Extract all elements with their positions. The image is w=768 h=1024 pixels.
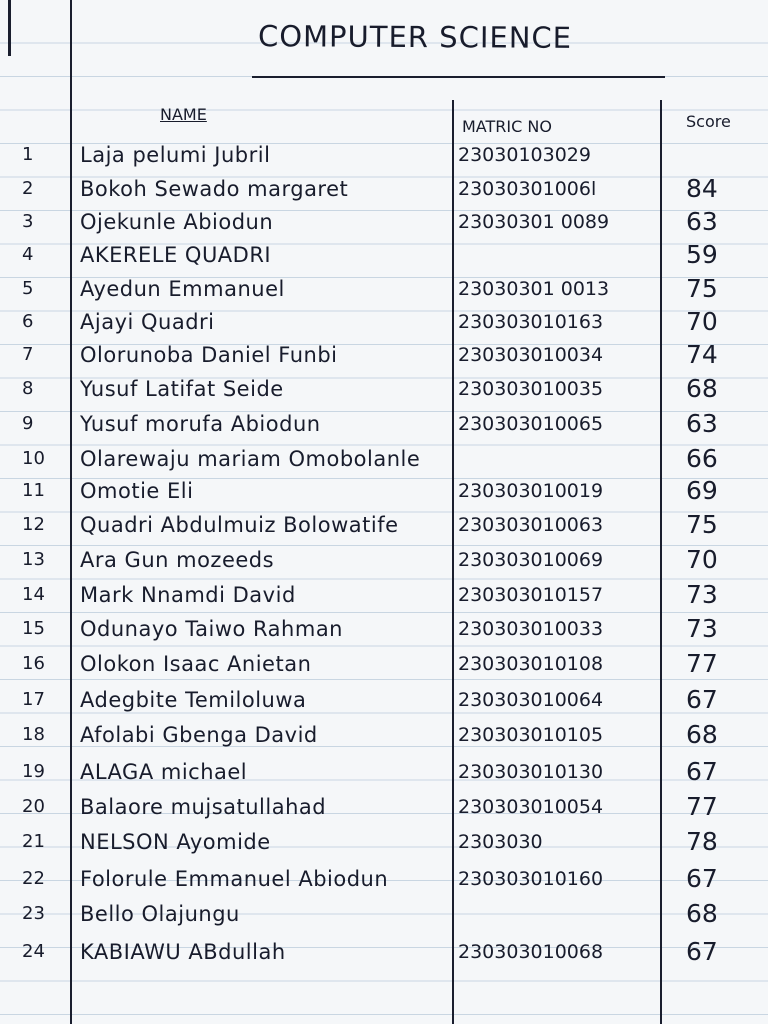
matric-number: 230303010068 (458, 941, 604, 963)
student-name: Adegbite Temiloluwa (80, 688, 307, 712)
table-row (0, 897, 768, 931)
student-name: Yusuf morufa Abiodun (80, 412, 321, 436)
matric-number: 230303010035 (458, 378, 604, 400)
table-row (0, 862, 768, 896)
matric-number: 230303010065 (458, 413, 604, 435)
student-score: 70 (686, 307, 718, 336)
row-number: 20 (22, 796, 45, 817)
student-score: 63 (686, 207, 718, 236)
row-number: 8 (22, 378, 34, 399)
student-name: Quadri Abdulmuiz Bolowatife (80, 513, 399, 537)
student-name: Mark Nnamdi David (80, 583, 296, 607)
student-name: Ojekunle Abiodun (80, 210, 274, 234)
table-row (0, 338, 768, 372)
student-name: Balaore mujsatullahad (80, 795, 327, 819)
student-score: 78 (686, 827, 718, 856)
table-row (0, 508, 768, 542)
student-name: KABIAWU ABdullah (80, 940, 286, 964)
student-name: Laja pelumi Jubril (80, 143, 271, 167)
row-number: 3 (22, 211, 34, 232)
matric-number: 230303010019 (458, 480, 604, 502)
student-score: 84 (686, 174, 718, 203)
matric-number: 230303010163 (458, 311, 604, 333)
matric-number: 230303010064 (458, 689, 604, 711)
matric-number: 230303010033 (458, 618, 604, 640)
table-row (0, 407, 768, 441)
matric-number: 23030103029 (458, 144, 591, 166)
matric-number: 23030301 0089 (458, 211, 610, 233)
student-score: 67 (686, 864, 718, 893)
row-number: 1 (22, 144, 34, 165)
table-row (0, 305, 768, 339)
row-number: 24 (22, 941, 45, 962)
table-row (0, 647, 768, 681)
student-score: 73 (686, 580, 718, 609)
student-score: 66 (686, 444, 718, 473)
student-score: 68 (686, 899, 718, 928)
student-score: 67 (686, 685, 718, 714)
student-score: 77 (686, 792, 718, 821)
student-name: Olarewaju mariam Omobolanle (80, 447, 421, 471)
row-number: 22 (22, 868, 45, 889)
matric-number: 23030301006l (458, 178, 597, 200)
student-score: 59 (686, 240, 718, 269)
student-score: 70 (686, 545, 718, 574)
matric-column-header: MATRIC NO (462, 117, 552, 136)
student-score: 75 (686, 510, 718, 539)
row-number: 9 (22, 413, 34, 434)
row-number: 18 (22, 724, 45, 745)
student-name: Ajayi Quadri (80, 310, 215, 334)
student-name: Folorule Emmanuel Abiodun (80, 867, 389, 891)
student-name: ALAGA michael (80, 760, 248, 784)
matric-number: 230303010157 (458, 584, 604, 606)
student-score: 73 (686, 614, 718, 643)
row-number: 2 (22, 178, 34, 199)
row-number: 5 (22, 278, 34, 299)
table-row (0, 718, 768, 752)
row-number: 17 (22, 689, 45, 710)
row-number: 16 (22, 653, 45, 674)
student-score: 67 (686, 757, 718, 786)
student-name: Afolabi Gbenga David (80, 723, 318, 747)
table-row (0, 825, 768, 859)
table-row (0, 138, 768, 172)
table-row (0, 755, 768, 789)
student-name: Bokoh Sewado margaret (80, 177, 349, 201)
student-score: 68 (686, 720, 718, 749)
matric-number: 230303010054 (458, 796, 604, 818)
student-name: Bello Olajungu (80, 902, 240, 926)
table-row (0, 172, 768, 206)
table-row (0, 238, 768, 272)
row-number: 13 (22, 549, 45, 570)
matric-number: 230303010034 (458, 344, 604, 366)
matric-number: 230303010108 (458, 653, 604, 675)
student-name: Omotie Eli (80, 479, 194, 503)
student-score: 68 (686, 374, 718, 403)
student-name: Yusuf Latifat Seide (80, 377, 284, 401)
student-score: 77 (686, 649, 718, 678)
matric-number: 230303010069 (458, 549, 604, 571)
student-score: 75 (686, 274, 718, 303)
table-row (0, 272, 768, 306)
student-score: 74 (686, 340, 718, 369)
row-number: 10 (22, 448, 45, 469)
table-row (0, 205, 768, 239)
student-name: Ayedun Emmanuel (80, 277, 285, 301)
matric-number: 2303030 (458, 831, 543, 853)
table-row (0, 683, 768, 717)
page-title: COMPUTER SCIENCE (257, 19, 573, 55)
score-column-header: Score (686, 112, 731, 131)
row-number: 11 (22, 480, 45, 501)
table-row (0, 474, 768, 508)
student-score: 69 (686, 476, 718, 505)
matric-number: 230303010063 (458, 514, 604, 536)
table-row (0, 372, 768, 406)
row-number: 21 (22, 831, 45, 852)
student-name: AKERELE QUADRI (80, 243, 272, 267)
table-row (0, 442, 768, 476)
student-name: Olokon Isaac Anietan (80, 652, 312, 676)
table-row (0, 790, 768, 824)
row-number: 23 (22, 903, 45, 924)
row-number: 7 (22, 344, 34, 365)
row-number: 12 (22, 514, 45, 535)
table-row (0, 578, 768, 612)
table-row (0, 935, 768, 969)
student-score: 67 (686, 937, 718, 966)
name-column-header: NAME (160, 105, 207, 124)
student-score: 63 (686, 409, 718, 438)
row-number: 15 (22, 618, 45, 639)
student-name: NELSON Ayomide (80, 830, 271, 854)
student-name: Olorunoba Daniel Funbi (80, 343, 338, 367)
row-number: 14 (22, 584, 45, 605)
table-row (0, 543, 768, 577)
student-name: Odunayo Taiwo Rahman (80, 617, 343, 641)
matric-number: 230303010130 (458, 761, 604, 783)
table-row (0, 612, 768, 646)
row-number: 19 (22, 761, 45, 782)
matric-number: 23030301 0013 (458, 278, 610, 300)
matric-number: 230303010160 (458, 868, 604, 890)
matric-number: 230303010105 (458, 724, 604, 746)
row-number: 6 (22, 311, 34, 332)
student-name: Ara Gun mozeeds (80, 548, 275, 572)
row-number: 4 (22, 244, 34, 265)
